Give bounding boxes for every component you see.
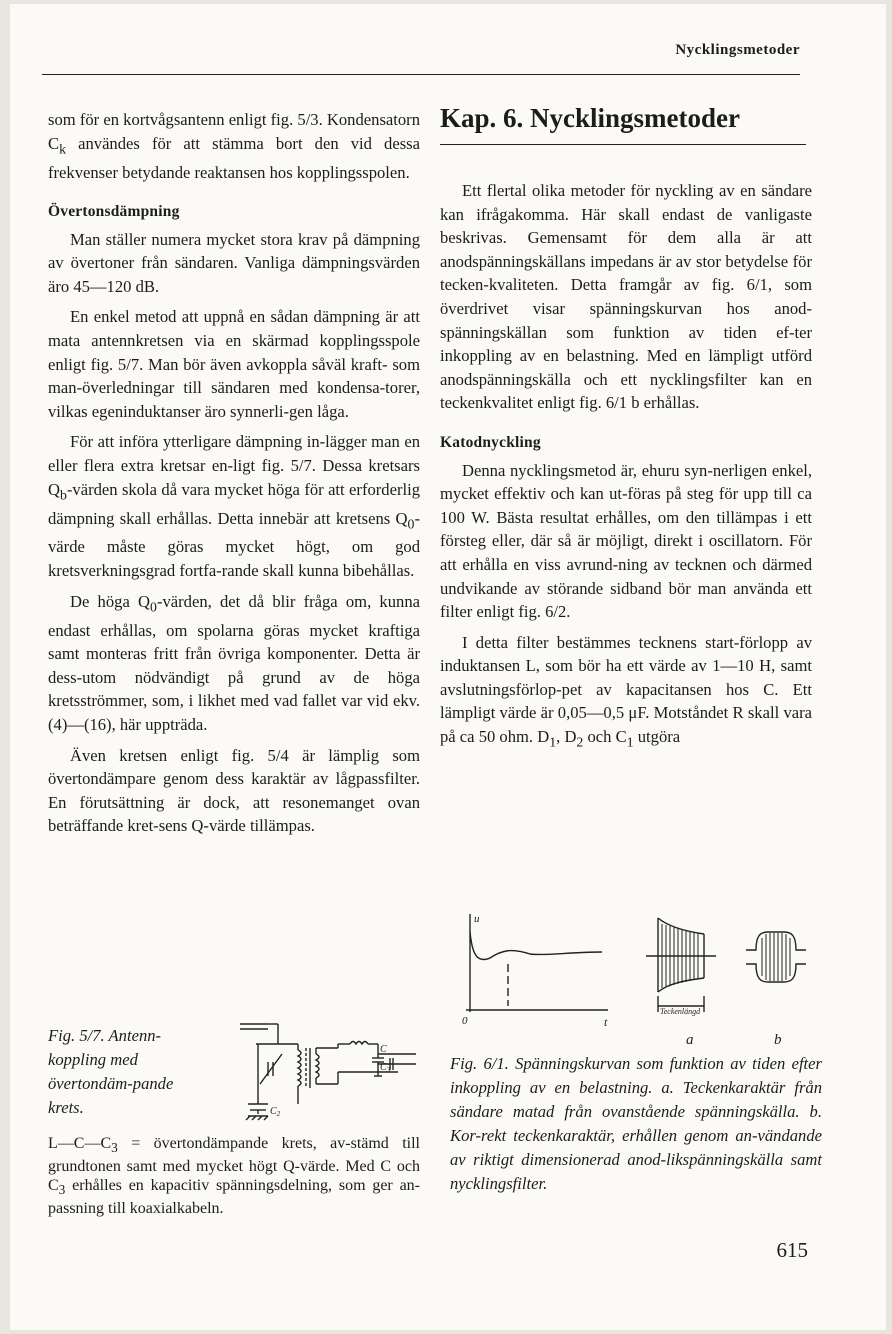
right-paragraph-1: Ett flertal olika metoder för nyckling av en sändare kan ifrågakomma. Här skall endast de vanligaste beskrivas. Gemensamt för dem alla är att anodspänningskällans impedans är av stor betydelse för tecken-kvaliteten. Detta framgår av fig. 6/1, som överdrivet visar spänningskurvan hos anod-spänningskällan som funktion av tiden ef-ter inkoppling av en belastning. Med en lämpligt utförd anodspänningskälla och ett nycklingsfilter kan en teckenkvalitet enligt fig. 6/1 b erhållas.: [440, 181, 812, 413]
section-heading-cathode-keying: Katodnyckling: [440, 433, 541, 451]
left-paragraph-5: [48, 590, 420, 737]
circuit-diagram: [218, 1014, 418, 1124]
text-run: -värden, det då blir fråga om, kunna endast erhållas, om spolarna göras mycket kraftiga samt monteras fritt från övriga komponenter. Detta är dess-utom nödvändigt på grund av de höga kretsströmmer, som, i likhet med vad fallet var vid ekv. (4)—(16), här uppträda.: [48, 591, 420, 734]
label-u: u: [474, 913, 480, 925]
left-paragraph-2: Man ställer numera mycket stora krav på dämpning av övertoner från sändaren. Vanliga dämpningsvärden äro 45—120 dB.: [48, 229, 420, 296]
text-run: användes för att stämma bort den vid dessa frekvenser betydande reaktansen hos kopplingsspolen.: [48, 133, 420, 182]
text-run: L—C—C: [48, 1135, 112, 1152]
left-paragraph-6: Även kretsen enligt fig. 5/4 är lämplig som övertondämpare genom dess karaktär av lågpassfilter. En förutsättning är dock, att resonemanget ovan beträffande kret-sens Q-värde tillämpas.: [48, 745, 420, 836]
subscript: 0: [150, 598, 157, 614]
chapter-rule: [440, 144, 806, 145]
subscript: 3: [111, 1140, 118, 1156]
right-column: [440, 102, 812, 754]
right-paragraph-2: Denna nycklingsmetod är, ehuru syn-nerligen enkel, mycket effektiv och kan ut-föras på steg för upp till ca 100 W. Bästa resultat erhålles, om den tillämpas i ett försteg eller, där så är möjligt, direkt i oscillatorn. För att erhålla en viss avrund-ning av tecknen och därmed undvikande av störande sidband bör man använda ett filter enligt fig. 6/2.: [440, 460, 812, 622]
label-c: C: [380, 1044, 387, 1055]
text-run: , D: [556, 727, 577, 747]
text-run: utgöra: [633, 727, 681, 747]
header-rule: [42, 74, 800, 75]
figure-6-1-caption: Fig. 6/1. Spänningskurvan som funktion av tiden efter inkoppling av en belastning. a. Teckenkaraktär från sändare matad från ovanstående spänningskälla. b. Kor-rekt teckenkaraktär, erhållen genom an-vändande av riktigt dimensionerad anod-likspänningskälla samt nycklingsfilter.: [450, 1054, 822, 1193]
label-a: a: [686, 1032, 694, 1048]
text-run: erhålles en kapacitiv spänningsdelning, som ger an-passning till koaxialkabeln.: [48, 1177, 420, 1218]
subscript: b: [59, 486, 67, 502]
left-paragraph-3: En enkel metod att uppnå en sådan dämpning är att mata antennkretsen via en skärmad kopplingsspole enligt fig. 5/7. Man bör även avkoppla såväl kraft- som man-överledningar till sändaren med kondensa-torer, vilkas egeninduktanser äro synnerli-gen låga.: [48, 307, 420, 421]
label-teckenlangd: Teckenlängd: [660, 1007, 701, 1016]
page-number: 615: [776, 1238, 808, 1262]
text-run: som för en kortvågsantenn enligt fig. 5/3. Kondensatorn C: [48, 110, 420, 153]
left-column: [48, 108, 420, 838]
subscript: 2: [576, 734, 584, 750]
running-header: Nycklingsmetoder: [675, 42, 800, 58]
left-paragraph-4: [48, 430, 420, 582]
text-run: I detta filter bestämmes tecknens start-förlopp av induktansen L, som bör ha ett värde av 1—10 H, samt avslutningsförlop-pet av kapacitansen hos C. Ett lämpligt värde är 0,05—0,5 μF. Motståndet R skall vara på ca 50 ohm. D: [440, 632, 812, 747]
left-paragraph-1: [48, 108, 420, 184]
figure-5-7-caption: Fig. 5/7. Antenn-koppling med övertondäm-pande krets.: [48, 1026, 174, 1117]
subscript: 1: [626, 734, 634, 750]
text-run: -värden skola då vara mycket höga för att erforderlig dämpning skall erhållas. Detta innebär att kretsens Q: [48, 479, 420, 528]
text-run: -värde måste göras mycket högt, om god kretsverkningsgrad fortfa-rande skall kunna bibehållas.: [48, 508, 420, 581]
subscript: 3: [58, 1182, 66, 1198]
label-t: t: [604, 1015, 608, 1029]
subscript: 0: [407, 515, 415, 531]
chapter-title: Kap. 6. Nycklingsmetoder: [440, 103, 740, 133]
figure-5-7-legend: [48, 1134, 420, 1218]
figure-5-7: [48, 1014, 420, 1124]
hatch-b: [762, 933, 790, 981]
label-zero: 0: [462, 1015, 468, 1027]
label-c3: $C_3$: [380, 1062, 391, 1074]
text-run: och C: [583, 727, 627, 747]
text-run: = övertondämpande krets, av-stämd till grundtonen samt med mycket högt Q-värde. Med C och C: [48, 1135, 420, 1195]
label-c2: $C_2$: [270, 1106, 281, 1118]
figure-6-1: [450, 902, 822, 1052]
subscript: 1: [549, 734, 557, 750]
right-paragraph-3: [440, 631, 812, 754]
text-run: De höga Q: [70, 591, 151, 611]
section-heading-overtone-damping: Övertonsdämpning: [48, 203, 180, 221]
text-run: För att införa ytterligare dämpning in-lägger man en eller flera extra kretsar en-ligt fig. 5/7. Dessa kretsars Q: [48, 432, 420, 499]
book-page: [10, 4, 886, 1330]
subscript: k: [59, 140, 66, 156]
label-b: b: [774, 1032, 782, 1048]
